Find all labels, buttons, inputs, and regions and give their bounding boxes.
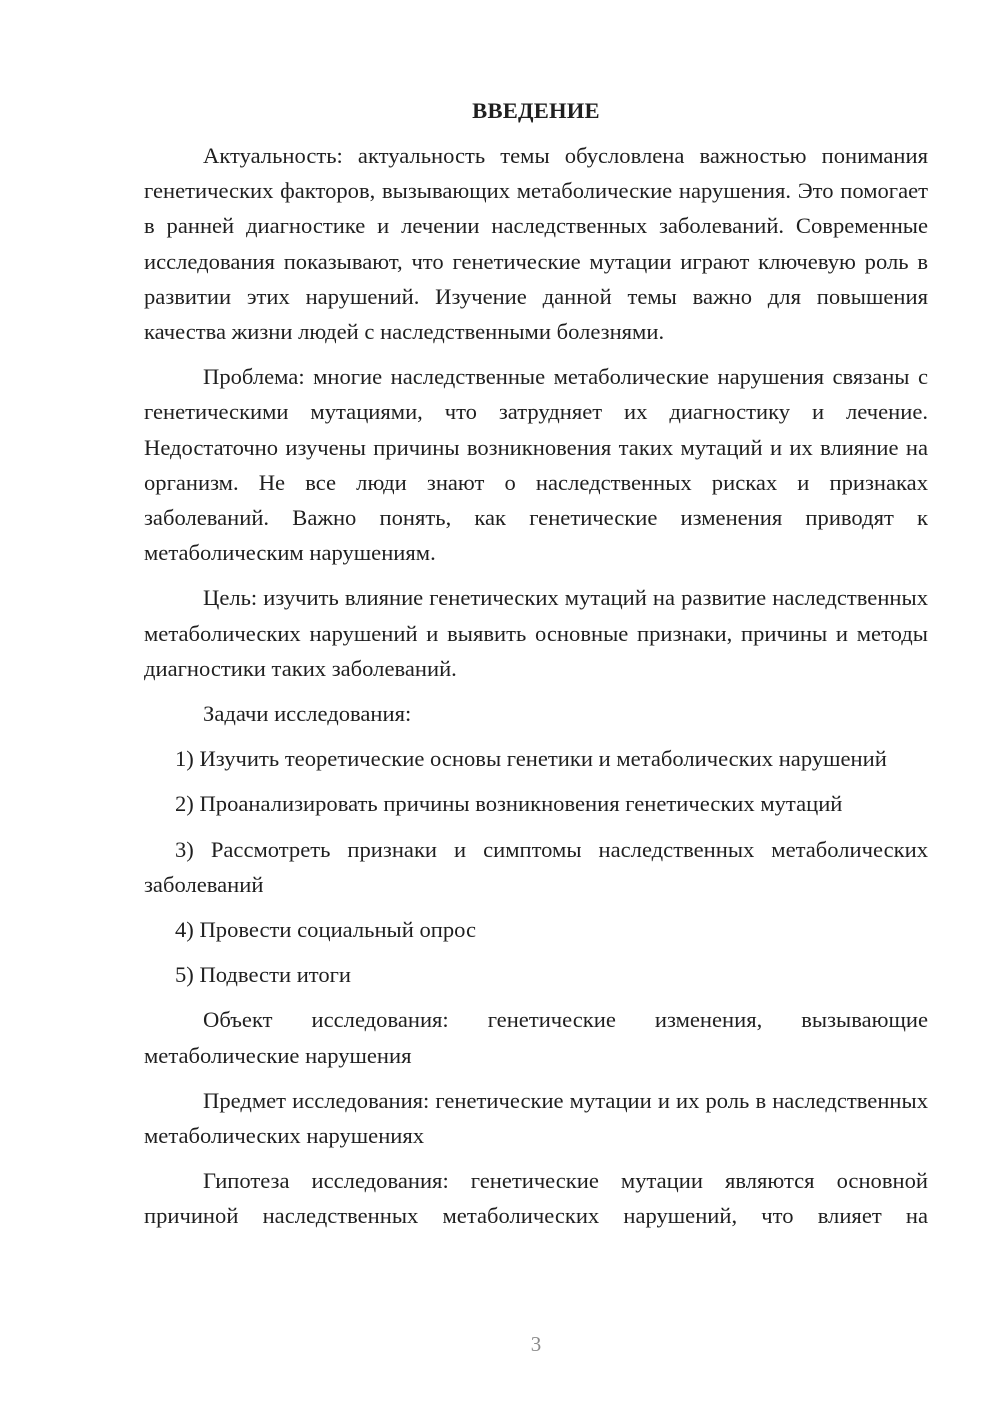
task-item: 3) Рассмотреть признаки и симптомы наследственных метаболических заболеваний (144, 836, 928, 897)
tasks-heading: Задачи исследования: (203, 701, 412, 727)
task-item: 1) Изучить теоретические основы генетики и метаболических нарушений (175, 746, 887, 772)
problem-paragraph: Проблема: многие наследственные метаболические нарушения связаны с генетическими мутациями, что затрудняет их диагностику и лечение. Недостаточно изучены причины возникновения таких мутаций и их влияние на организм. Не все люди знают о наследственных рисках и признаках заболеваний. Важно понять, как генетические изменения приводят к метаболическим нарушениям. (144, 364, 928, 566)
page-content (144, 93, 928, 1244)
research-object-paragraph: Объект исследования: генетические изменения, вызывающие метаболические нарушения (144, 1007, 928, 1068)
task-item: 4) Провести социальный опрос (175, 917, 477, 943)
page-number: 3 (530, 1332, 542, 1356)
goal-paragraph: Цель: изучить влияние генетических мутаций на развитие наследственных метаболических нарушений и выявить основные признаки, причины и методы диагностики таких заболеваний. (144, 585, 928, 681)
section-title: ВВЕДЕНИЕ (472, 98, 600, 123)
task-item: 2) Проанализировать причины возникновения генетических мутаций (175, 791, 843, 817)
task-item: 5) Подвести итоги (175, 962, 352, 988)
hypothesis-paragraph: Гипотеза исследования: генетические мутации являются основной причиной наследственных метаболических нарушений, что влияет на (144, 1168, 928, 1229)
relevance-paragraph: Актуальность: актуальность темы обусловлена важностью понимания генетических факторов, вызывающих метаболические нарушения. Это помогает в ранней диагностике и лечении наследственных заболеваний. Современные исследования показывают, что генетические мутации играют ключевую роль в развитии этих нарушений. Изучение данной темы важно для повышения качества жизни людей с наследственными болезнями. (144, 143, 928, 345)
research-subject-paragraph: Предмет исследования: генетические мутации и их роль в наследственных метаболических нарушениях (144, 1087, 928, 1149)
